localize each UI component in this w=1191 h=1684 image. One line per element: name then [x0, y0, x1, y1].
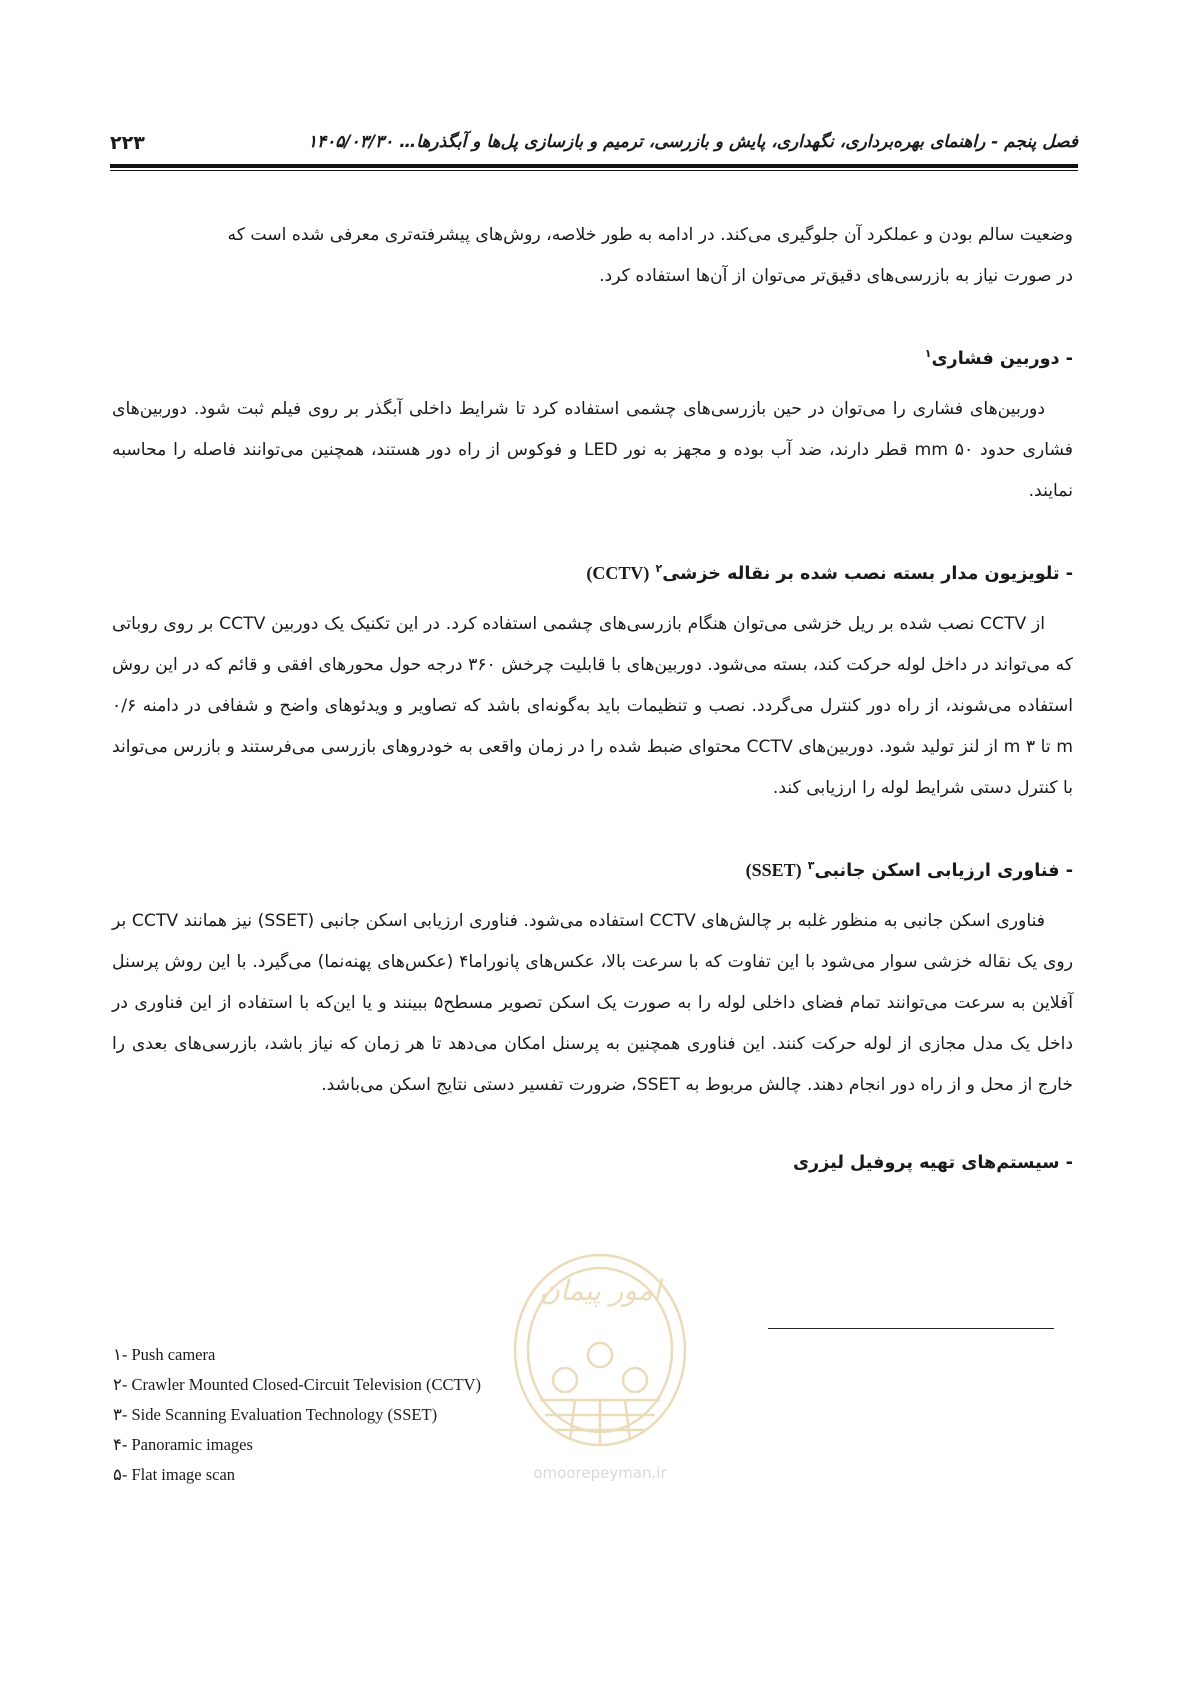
footnote-item: ۲- Crawler Mounted Closed-Circuit Television (CCTV): [113, 1375, 482, 1394]
section-paragraph-cctv: از CCTV نصب شده بر ریل خزشی می‌توان هنگام بازرسی‌های چشمی استفاده کرد. در این تکنیک یک دوربین CCTV بر روی روباتی که می‌تواند در داخل لوله حرکت کند، بسته می‌شود. دوربین‌های با قابلیت چرخش ۳۶۰ درجه حول محورهای افقی و قائم که در این روش استفاده می‌شوند، از راه دور کنترل می‌گردد. نصب و تنظیمات باید به‌گونه‌ای باشد که تصاویر و ویدئوهای واضح و شفافی در دامنه ۰/۶ m تا ۳ m از لنز تولید شود. دوربین‌های CCTV محتوای ضبط شده را در زمان واقعی به خودروهای بازرسی می‌فرستند و بازرس می‌تواند با کنترل دستی شرایط لوله را ارزیابی کند.: [112, 613, 1073, 798]
running-header-title: فصل پنجم - راهنمای بهره‌برداری، نگهداری، پایش و بازرسی، ترمیم و بازسازی پل‌ها و آبگذرها… ۱۴۰۵/۰۳/۳۰: [307, 132, 1078, 152]
footnote-item: ۱- Push camera: [113, 1345, 216, 1364]
heading-abbrev: (SSET): [745, 859, 802, 880]
heading-text: - سیستم‌های تهیه پروفیل لیزری: [792, 1152, 1073, 1173]
watermark-text: امور پیمان: [539, 1274, 661, 1307]
section-heading-laser-profiling: [112, 1146, 1073, 1180]
intro-line-1: وضعیت سالم بودن و عملکرد آن جلوگیری می‌کند. در ادامه به طور خلاصه، روش‌های پیشرفته‌تری معرفی شده است که: [227, 225, 1073, 245]
footnote-ref: ۳: [807, 858, 815, 872]
heading-text: - فناوری ارزیابی اسکن جانبی: [814, 860, 1073, 881]
header-rule-thin: [110, 170, 1078, 171]
footnotes: [113, 1340, 481, 1490]
watermark-logo-icon: [500, 1240, 700, 1490]
heading-abbrev: (CCTV): [586, 562, 650, 583]
footnote-item: ۳- Side Scanning Evaluation Technology (SSET): [113, 1405, 438, 1424]
footnote-ref: ۲: [655, 561, 663, 575]
watermark-url: omoorepeyman.ir: [533, 1464, 667, 1482]
page-body: [112, 215, 1073, 1193]
section-paragraph-sset: فناوری اسکن جانبی به منظور غلبه بر چالش‌های CCTV استفاده می‌شود. فناوری ارزیابی اسکن جانبی (SSET) نیز همانند CCTV بر روی یک نقاله خزشی سوار می‌شود با این تفاوت که با سرعت بالا، عکس‌های پانوراما۴ (عکس‌های پهنه‌نما) می‌گیرد. با این روش پرسنل آفلاین به سرعت می‌توانند تمام فضای داخلی لوله را به صورت یک اسکن تصویر مسطح۵ ببینند و یا این‌که با استفاده از این فناوری در داخل یک مدل مجازی از لوله حرکت کنند. این فناوری همچنین به پرسنل امکان می‌دهد تا هر زمان که نیاز باشد، بازرسی‌های بعدی را خارج از محل و از راه دور انجام دهند. چالش مربوط به SSET، ضرورت تفسیر دستی نتایج اسکن می‌باشد.: [112, 910, 1074, 1095]
section-heading-push-camera: [112, 337, 1073, 376]
intro-line-2: در صورت نیاز به بازرسی‌های دقیق‌تر می‌توان از آن‌ها استفاده کرد.: [599, 266, 1073, 286]
header-rule-thick: [110, 164, 1078, 168]
section-paragraph-push-camera: دوربین‌های فشاری را می‌توان در حین بازرسی‌های چشمی استفاده کرد تا شرایط داخلی آبگذر بر روی فیلم ثبت شود. دوربین‌های فشاری حدود ۵۰ mm قطر دارند، ضد آب بوده و مجهز به نور LED و فوکوس از راه دور هستند، همچنین می‌توانند فاصله را محاسبه نمایند.: [112, 398, 1073, 501]
page-header: [110, 128, 1078, 168]
section-heading-cctv: [112, 552, 1073, 591]
section-heading-sset: [112, 849, 1073, 888]
footnote-ref: ۱: [924, 347, 932, 360]
heading-text: - دوربین فشاری: [931, 348, 1073, 369]
footnote-item: ۴- Panoramic images: [113, 1435, 253, 1454]
footnote-separator: [768, 1328, 1054, 1329]
page-number: ۲۲۳: [110, 132, 145, 154]
footnote-item: ۵- Flat image scan: [113, 1465, 236, 1484]
heading-text: - تلویزیون مدار بسته نصب شده بر نقاله خزشی: [662, 563, 1073, 584]
